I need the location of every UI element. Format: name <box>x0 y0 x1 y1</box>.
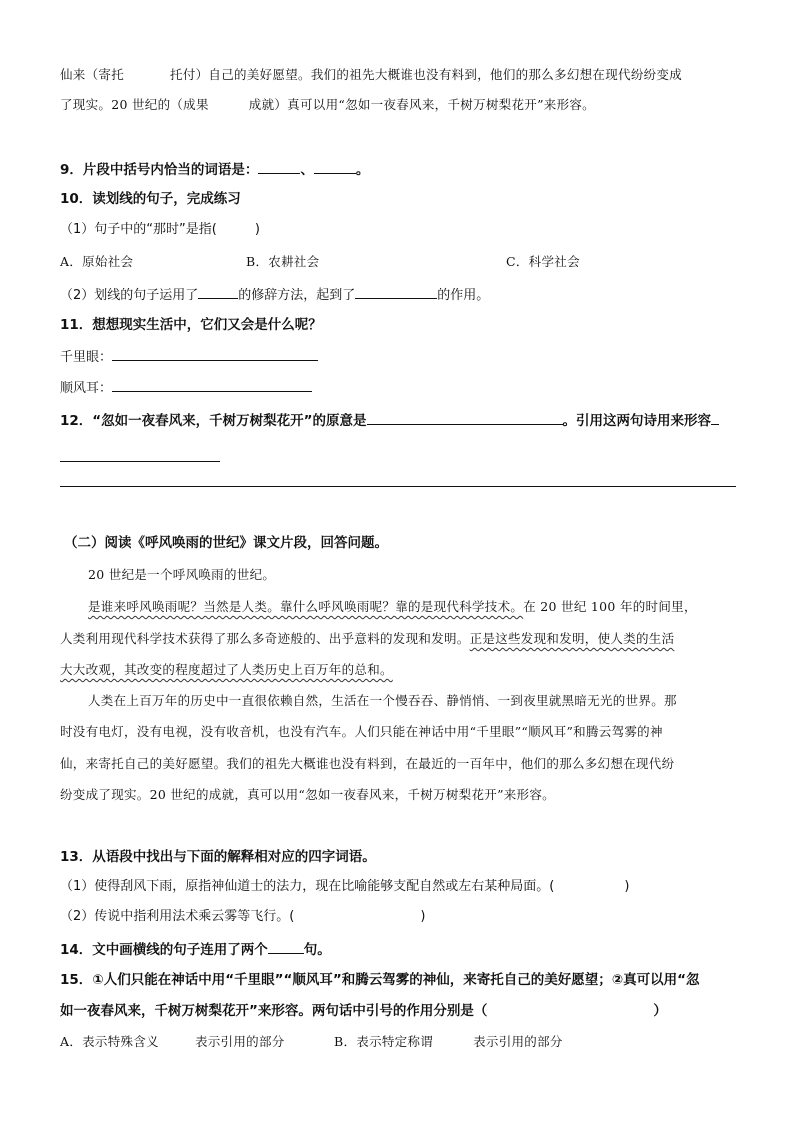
question-9 <box>60 160 369 179</box>
option-b[interactable] <box>334 1033 563 1051</box>
close-paren: ) <box>624 879 630 894</box>
answer-blank[interactable] <box>112 347 318 361</box>
sub-question-text: 的作用。 <box>437 288 490 303</box>
question-11-a <box>60 347 318 367</box>
label: 千里眼： <box>60 350 113 365</box>
answer-blank[interactable] <box>314 160 356 174</box>
option-text: 表示引用的部分 <box>473 1034 563 1049</box>
text: 在 20 世纪 100 年的时间里， <box>523 599 697 614</box>
option-text: 表示引用的部分 <box>194 1034 285 1049</box>
text: 成就）真可以用“忽如一夜春风来，千树万树梨花开”来形容。 <box>248 97 595 112</box>
text: 托付）自己的美好愿望。我们的祖先大概谁也没有料到，他们的那么多幻想在现代纷纷变成 <box>170 67 683 82</box>
question-15-line-2 <box>60 1002 667 1020</box>
question-text: 12．“忽如一夜春风来，千树万树梨花开”的原意是 <box>60 413 367 429</box>
question-text: 9．片段中括号内恰当的词语是： <box>60 162 259 178</box>
question-text: 如一夜春风来，千树万树梨花开”来形容。两句话中引号的作用分别是（ <box>60 1003 488 1019</box>
question-12 <box>60 411 719 430</box>
passage-p3-line-3: 仙，来寄托自己的美好愿望。我们的祖先大概谁也没有料到，在最近的一百年中，他们的那么多幻想在现代纷 <box>60 756 675 771</box>
answer-blank[interactable] <box>268 940 304 954</box>
question-10-sub1 <box>60 221 260 239</box>
question-13-sub1 <box>60 878 629 896</box>
close-paren: ) <box>254 222 260 237</box>
option-a[interactable]: A．原始社会 <box>60 254 134 269</box>
answer-line[interactable] <box>60 461 220 462</box>
option-a[interactable] <box>60 1033 285 1051</box>
passage-p2-line-2 <box>60 630 674 648</box>
passage-p3-line-4: 纷变成了现实。20 世纪的成就，真可以用“忽如一夜春风来，千树万树梨花开”来形容。 <box>60 787 555 802</box>
question-text: 。引用这两句诗用来形容 <box>562 413 712 429</box>
section-2-title: （二）阅读《呼风唤雨的世纪》课文片段，回答问题。 <box>64 535 388 551</box>
option-text: A．表示特殊含义 <box>60 1034 159 1049</box>
question-13-sub2 <box>60 908 425 926</box>
answer-blank[interactable] <box>711 411 719 425</box>
text: 了现实。20 世纪的（成果 <box>60 97 209 112</box>
option-b[interactable]: B．农耕社会 <box>246 254 320 269</box>
option-text: B．表示特定称谓 <box>334 1034 434 1049</box>
sub-question-text: （1）句子中的“那时”是指( <box>60 222 217 237</box>
passage-p2-line-3 <box>60 661 393 679</box>
question-text: 14．文中画横线的句子连用了两个 <box>60 942 268 958</box>
question-text: 句。 <box>303 942 331 958</box>
passage-p2-line-1 <box>60 598 697 616</box>
question-14 <box>60 940 331 959</box>
passage-top-line-2 <box>60 96 595 114</box>
passage-top-line-1 <box>60 66 682 84</box>
text: 人类利用现代科学技术获得了那么多奇迹般的、出乎意料的发现和发明。 <box>60 631 470 646</box>
text: 仙来（寄托 <box>60 67 125 82</box>
option-c[interactable]: C．科学社会 <box>506 254 580 269</box>
question-10-sub2 <box>60 285 489 305</box>
label: 顺风耳： <box>60 381 113 396</box>
close-paren: ) <box>420 909 426 924</box>
question-15-line-1: 15．①人们只能在神话中用“千里眼”“顺风耳”和腾云驾雾的神仙，来寄托自己的美好愿望；②真可以用“忽 <box>60 972 700 988</box>
close-paren: ） <box>653 1003 667 1019</box>
question-11-b <box>60 378 312 398</box>
passage-p3-line-1: 人类在上百万年的历史中一直很依赖自然，生活在一个慢吞吞、静悄悄、一到夜里就黑暗无光的世界。那 <box>88 693 677 708</box>
sub-question-text: （2）传说中指利用法术乘云雾等飞行。( <box>60 909 295 924</box>
answer-blank[interactable] <box>367 411 563 425</box>
question-13-title: 13．从语段中找出与下面的解释相对应的四字词语。 <box>60 849 376 865</box>
end-mark: 。 <box>355 162 370 178</box>
question-11-title: 11．想想现实生活中，它们又会是什么呢？ <box>60 317 322 333</box>
sub-question-text: 的修辞方法，起到了 <box>238 288 356 303</box>
question-10-title: 10．读划线的句子，完成练习 <box>60 191 241 207</box>
passage-p3-line-2: 时没有电灯，没有电视，没有收音机，也没有汽车。人们只能在神话中用“千里眼”“顺风耳”和腾云驾雾的神 <box>60 724 663 739</box>
wavy-underlined-sentence: 是谁来呼风唤雨呢？当然是人类。靠什么呼风唤雨呢？靠的是现代科学技术。 <box>88 599 524 614</box>
answer-line[interactable] <box>60 486 736 487</box>
sub-question-text: （2）划线的句子运用了 <box>60 288 199 303</box>
answer-blank[interactable] <box>198 285 238 299</box>
answer-blank[interactable] <box>258 160 300 174</box>
answer-blank[interactable] <box>112 378 312 392</box>
passage-paragraph-1: 20 世纪是一个呼风唤雨的世纪。 <box>88 567 276 582</box>
sub-question-text: （1）使得刮风下雨，原指神仙道士的法力，现在比喻能够支配自然或左右某种局面。( <box>60 879 555 894</box>
separator: 、 <box>300 162 314 178</box>
answer-blank[interactable] <box>355 285 437 299</box>
wavy-underlined-sentence: 正是这些发现和发明，使人类的生活 <box>469 631 675 646</box>
wavy-underlined-sentence: 大大改观，其改变的程度超过了人类历史上百万年的总和。 <box>60 662 393 677</box>
